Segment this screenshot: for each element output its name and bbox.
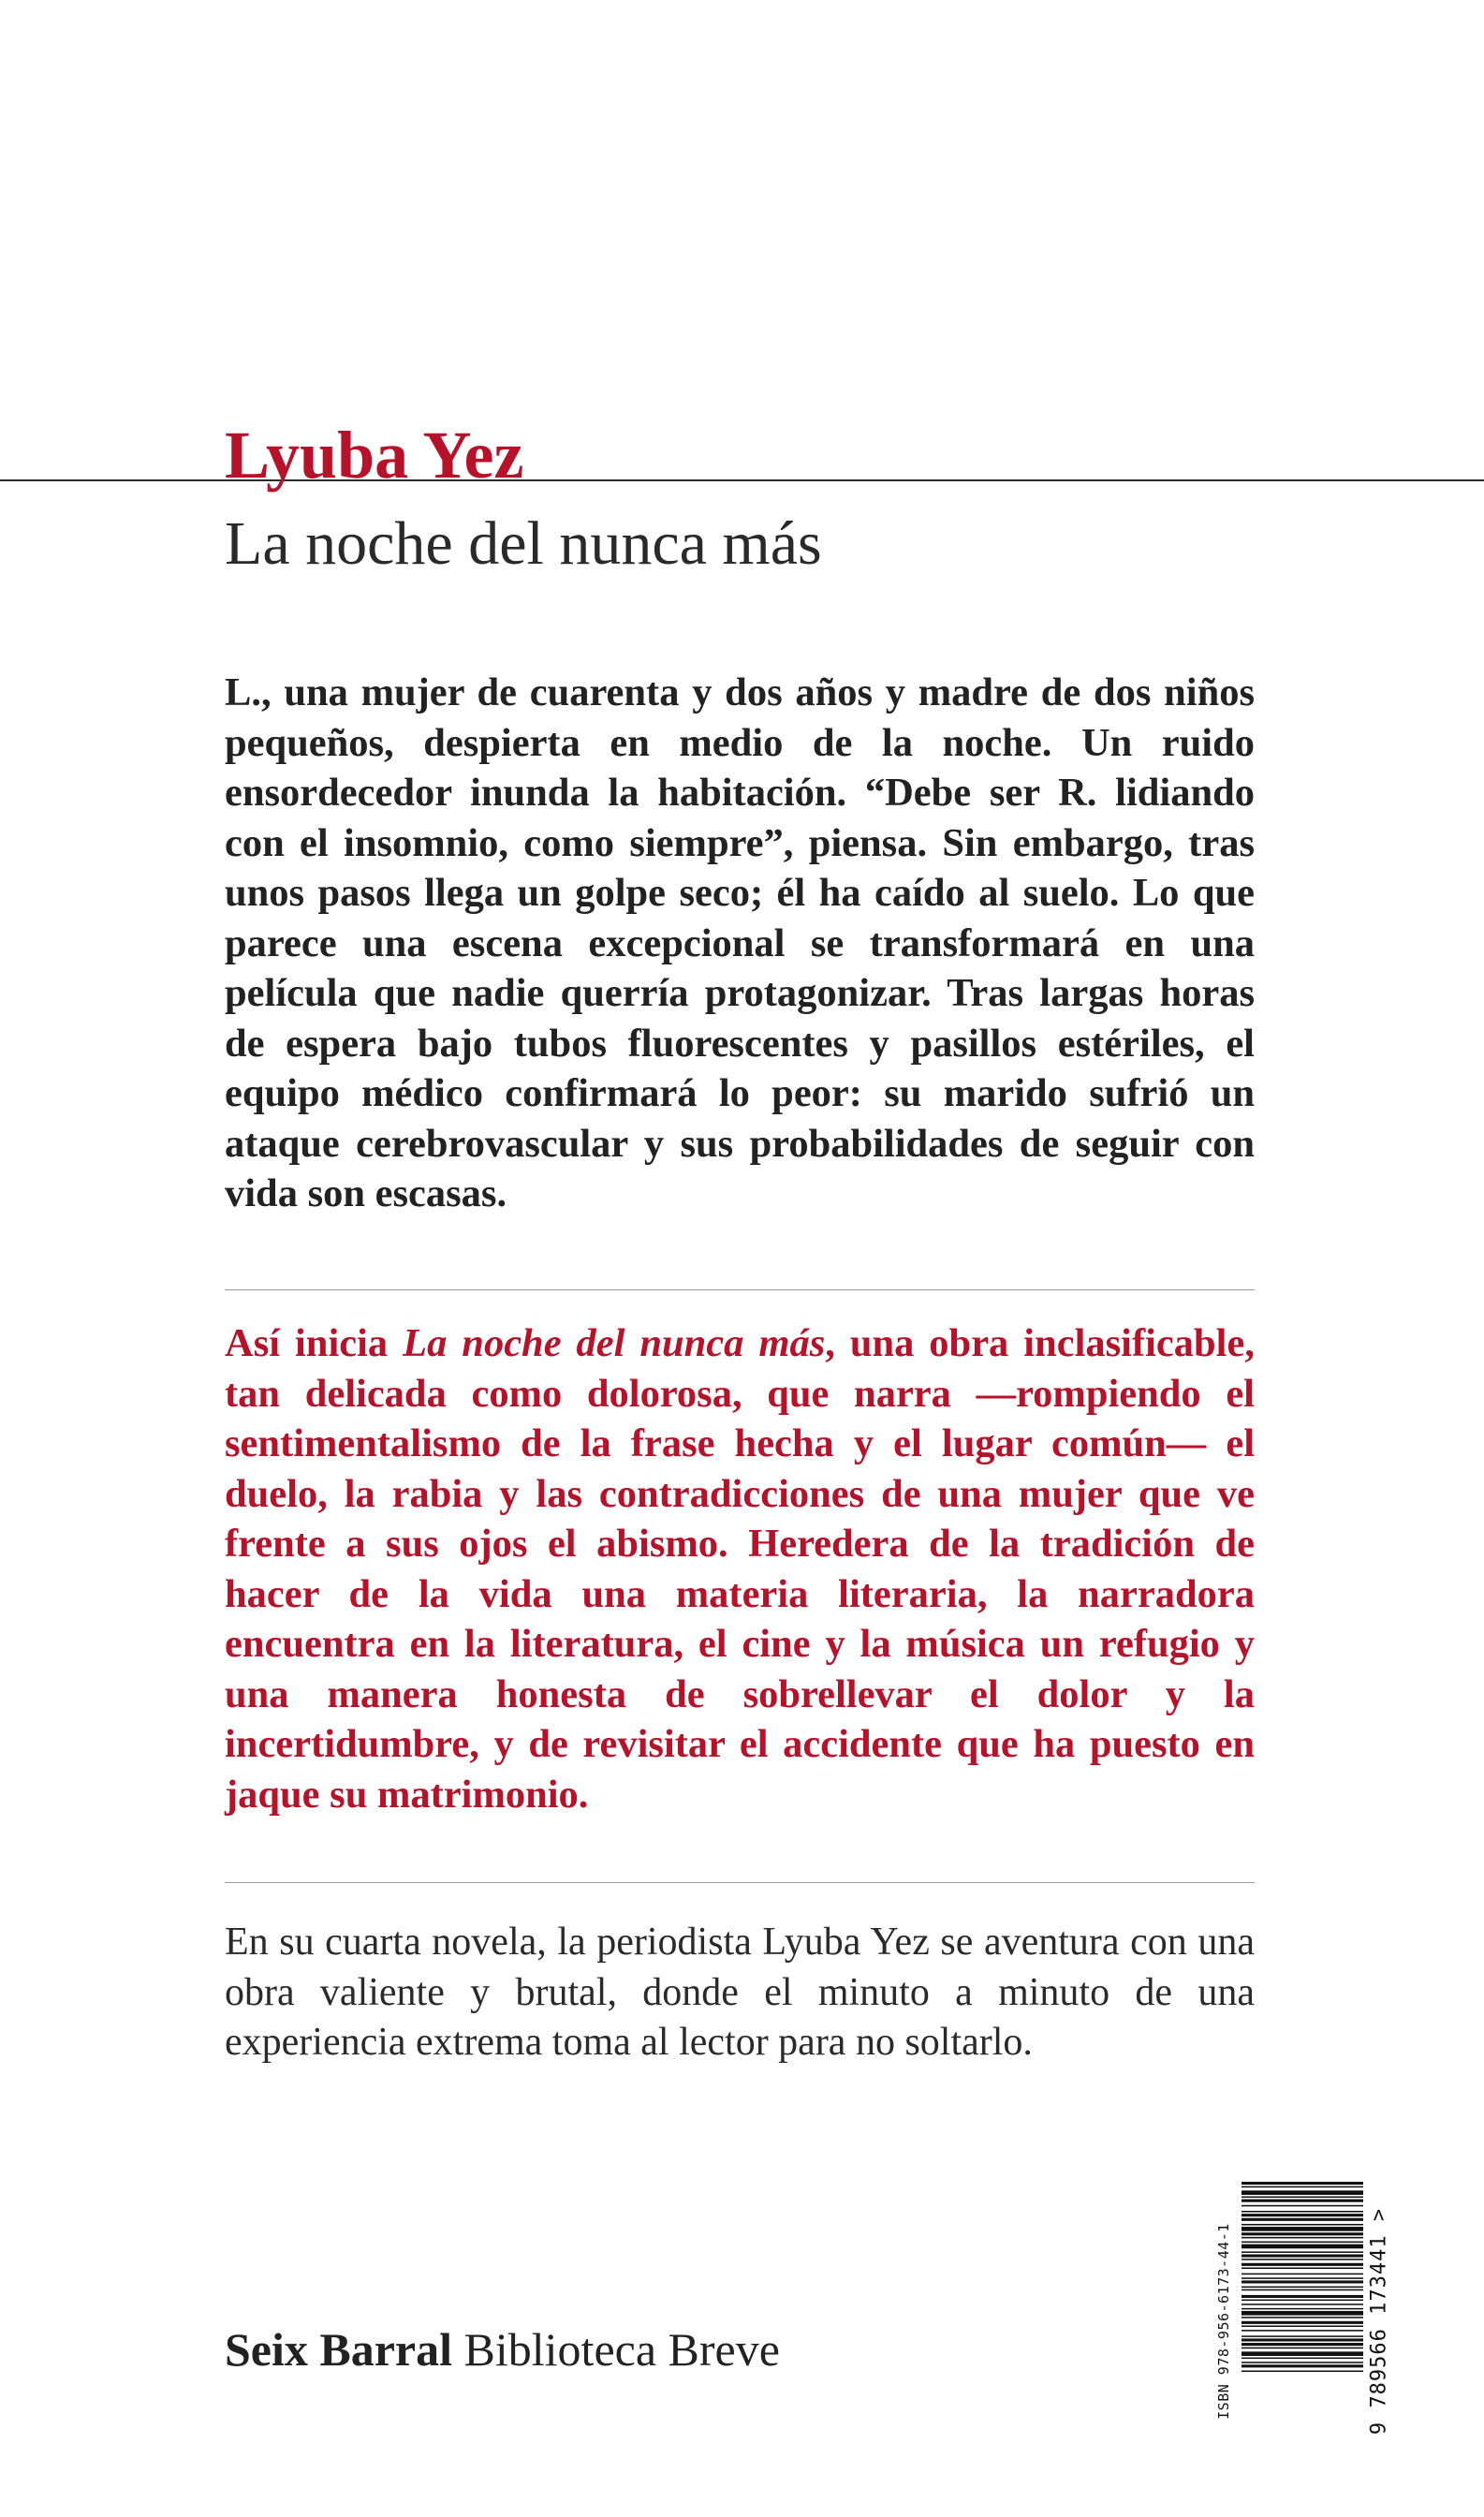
barcode-bar (1242, 2227, 1363, 2231)
barcode-bar (1242, 2255, 1363, 2258)
barcode-bar (1242, 2371, 1363, 2373)
barcode-bar (1242, 2330, 1363, 2332)
description-rest: , una obra inclasificable, tan delicada como dolorosa, que narra —rompiendo el sentimentalismo de la frase hecha y el lugar común— el duelo, la rabia y las contradicciones de una mujer que ve frente a sus ojos el abismo. Heredera de la tradición de hacer de la vida una materia literaria, la narradora encuentra en la literatura, el cine y la música un refugio y una manera honesta de sobrellevar el dolor y la incertidumbre, y de revisitar el accidente que ha puesto en jaque su matrimonio. (225, 1321, 1255, 1817)
barcode-bar (1242, 2348, 1363, 2349)
description-paragraph (225, 1318, 1255, 1819)
author-name: Lyuba Yez (225, 418, 524, 493)
section-divider (225, 1882, 1255, 1883)
barcode-bar (1242, 2358, 1363, 2360)
isbn-label (1210, 2178, 1238, 2465)
collection-name: Biblioteca Breve (452, 2323, 780, 2376)
barcode-bar (1242, 2242, 1363, 2244)
barcode-bar (1242, 2218, 1363, 2221)
barcode-bar (1242, 2259, 1363, 2260)
barcode-bar (1242, 2263, 1363, 2266)
barcode-bar (1242, 2200, 1363, 2202)
barcode-bar (1242, 2251, 1363, 2253)
barcode-bar (1242, 2182, 1363, 2185)
barcode-bar (1242, 2311, 1363, 2316)
barcode-bar (1242, 2267, 1363, 2269)
description-book-title: La noche del nunca más (403, 1321, 826, 1365)
isbn-label-text: ISBN 978-956-6173-44-1 (1215, 2223, 1232, 2420)
barcode-bar (1242, 2308, 1363, 2310)
section-divider (225, 1289, 1255, 1290)
barcode-bar (1242, 2321, 1363, 2324)
description-lead: Así inicia (225, 1321, 404, 1365)
header-rule (0, 479, 1484, 481)
isbn-barcode (1210, 2178, 1393, 2465)
barcode-bar (1242, 2245, 1363, 2249)
barcode-bar (1242, 2190, 1363, 2195)
barcode-bar (1242, 2317, 1363, 2318)
barcode-bar (1242, 2362, 1363, 2363)
barcode-bar (1242, 2274, 1363, 2275)
barcode-bar (1242, 2304, 1363, 2305)
barcode-bar (1242, 2343, 1363, 2346)
barcode-bar (1242, 2338, 1363, 2341)
publisher-name: Seix Barral (225, 2323, 453, 2376)
barcode-bar (1242, 2335, 1363, 2337)
book-title: La noche del nunca más (225, 509, 822, 578)
barcode-bar (1242, 2277, 1363, 2279)
barcode-digits-text: 9 789566 173441 > (1367, 2207, 1391, 2436)
barcode-bar (1242, 2295, 1363, 2298)
barcode-bar (1242, 2232, 1363, 2235)
barcode-bar (1242, 2211, 1363, 2213)
barcode-bar (1242, 2186, 1363, 2188)
barcode-bar (1242, 2205, 1363, 2207)
publisher-imprint (225, 2323, 780, 2376)
barcode-bar (1242, 2351, 1363, 2356)
barcode-bar (1242, 2280, 1363, 2283)
synopsis-paragraph: L., una mujer de cuarenta y dos años y madre de dos niños pequeños, despierta en medio de la noche. Un ruido ensordecedor inunda la habitación. “Debe ser R. lidiando con el insomnio, como siempre”, piensa. Sin embargo, tras unos pasos llega un golpe seco; él ha caído al suelo. Lo que parece una escena excepcional se transformará en una película que nadie querría protagonizar. Tras largas horas de espera bajo tubos fluorescentes y pasillos estériles, el equipo médico confirmará lo peor: su marido sufrió un ataque cerebrovascular y sus probabilidades de seguir con vida son escasas. (225, 670, 1255, 1215)
barcode-bar (1242, 2224, 1363, 2226)
barcode-bar (1242, 2287, 1363, 2289)
barcode-bar (1242, 2237, 1363, 2239)
barcode-bars (1242, 2178, 1363, 2465)
barcode-digits (1365, 2178, 1393, 2465)
barcode-bar (1242, 2289, 1363, 2291)
barcode-bar (1242, 2364, 1363, 2367)
closing-paragraph: En su cuarta novela, la periodista Lyuba Yez se aventura con una obra valiente y brutal, donde el minuto a minuto de una experiencia extrema toma al lector para no soltarlo. (225, 1921, 1255, 2064)
barcode-bar (1242, 2197, 1363, 2199)
barcode-bar (1242, 2325, 1363, 2327)
barcode-bar (1242, 2214, 1363, 2216)
barcode-bar (1242, 2300, 1363, 2302)
